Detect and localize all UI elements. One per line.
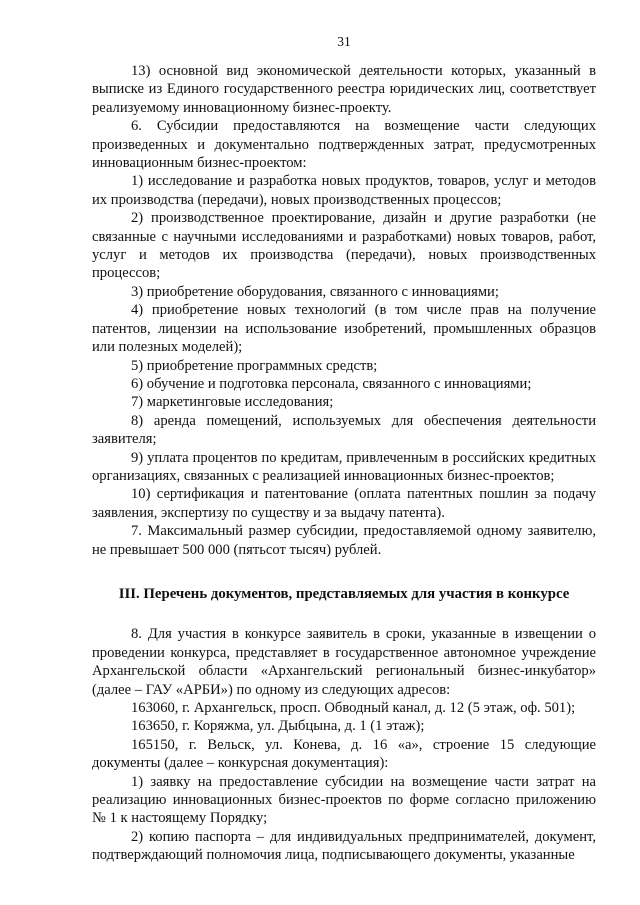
paragraph-section-8: 8. Для участия в конкурсе заявитель в сроки, указанные в извещении о проведении конкурса, представляет в государственное автономное учреждение Архангельской области «Архангельский региональный бизнес-инкубатор» (далее – ГАУ «АРБИ») по одному из следующих адресов: — [92, 626, 596, 698]
address-koryazhma: 163650, г. Коряжма, ул. Дыбцына, д. 1 (1 этаж); — [131, 718, 425, 735]
list-item-cost-3: 3) приобретение оборудования, связанного с инновациями; — [131, 283, 499, 300]
page-number: 31 — [337, 34, 351, 49]
list-item-cost-10: 10) сертификация и патентование (оплата патентных пошлин за подачу заявления, экспертизу по существу и за выдачу патента). — [92, 486, 596, 521]
list-item-cost-2: 2) производственное проектирование, дизайн и другие разработки (не связанные с научными исследованиями и разработками) новых товаров, работ, услуг и методов их производства (передачи), новых производственных процессов; — [92, 210, 596, 282]
list-item-cost-7: 7) маркетинговые исследования; — [131, 394, 334, 411]
address-velsk: 165150, г. Вельск, ул. Конева, д. 16 «а», строение 15 следующие документы (далее – конкурсная документация): — [92, 736, 596, 772]
paragraph-subsidy-condition-13: 13) основной вид экономической деятельности которых, указанный в выписке из Единого государственного реестра юридических лиц, соответствует реализуемому инновационному бизнес-проекту. — [92, 63, 596, 116]
paragraph-section-6: 6. Субсидии предоставляются на возмещение части следующих произведенных и документально подтвержденных затрат, предусмотренных инновационным бизнес-проектом: — [92, 118, 596, 172]
list-item-cost-8: 8) аренда помещений, используемых для обеспечения деятельности заявителя; — [92, 412, 596, 448]
list-item-cost-5: 5) приобретение программных средств; — [131, 357, 378, 374]
address-arkhangelsk: 163060, г. Архангельск, просп. Обводный канал, д. 12 (5 этаж, оф. 501); — [131, 700, 576, 716]
list-item-cost-1: 1) исследование и разработка новых продуктов, товаров, услуг и методов их производства (передачи), новых производственных процессов; — [92, 173, 596, 208]
list-item-cost-9: 9) уплата процентов по кредитам, привлеченным в российских кредитных организациях, связанных с реализацией инновационных бизнес-проектов; — [92, 449, 596, 484]
list-item-cost-6: 6) обучение и подготовка персонала, связанного с инновациями; — [131, 375, 532, 392]
list-item-cost-4: 4) приобретение новых технологий (в том числе прав на получение патентов, лицензии на использование изобретений, промышленных образцов или полезных моделей); — [92, 302, 596, 356]
list-item-document-1: 1) заявку на предоставление субсидии на возмещение части затрат на реализацию инновационных бизнес-проектов по форме согласно приложению № 1 к настоящему Порядку; — [92, 773, 596, 827]
section-heading: III. Перечень документов, представляемых для участия в конкурсе — [118, 585, 570, 602]
paragraph-section-7: 7. Максимальный размер субсидии, предоставляемой одному заявителю, не превышает 500 000 (пятьсот тысяч) рублей. — [92, 523, 596, 558]
list-item-document-2: 2) копию паспорта – для индивидуальных предпринимателей, документ, подтверждающий полномочия лица, подписывающего документы, указанные — [92, 828, 596, 864]
text-block-before — [92, 62, 596, 559]
text-block-after — [92, 625, 596, 864]
